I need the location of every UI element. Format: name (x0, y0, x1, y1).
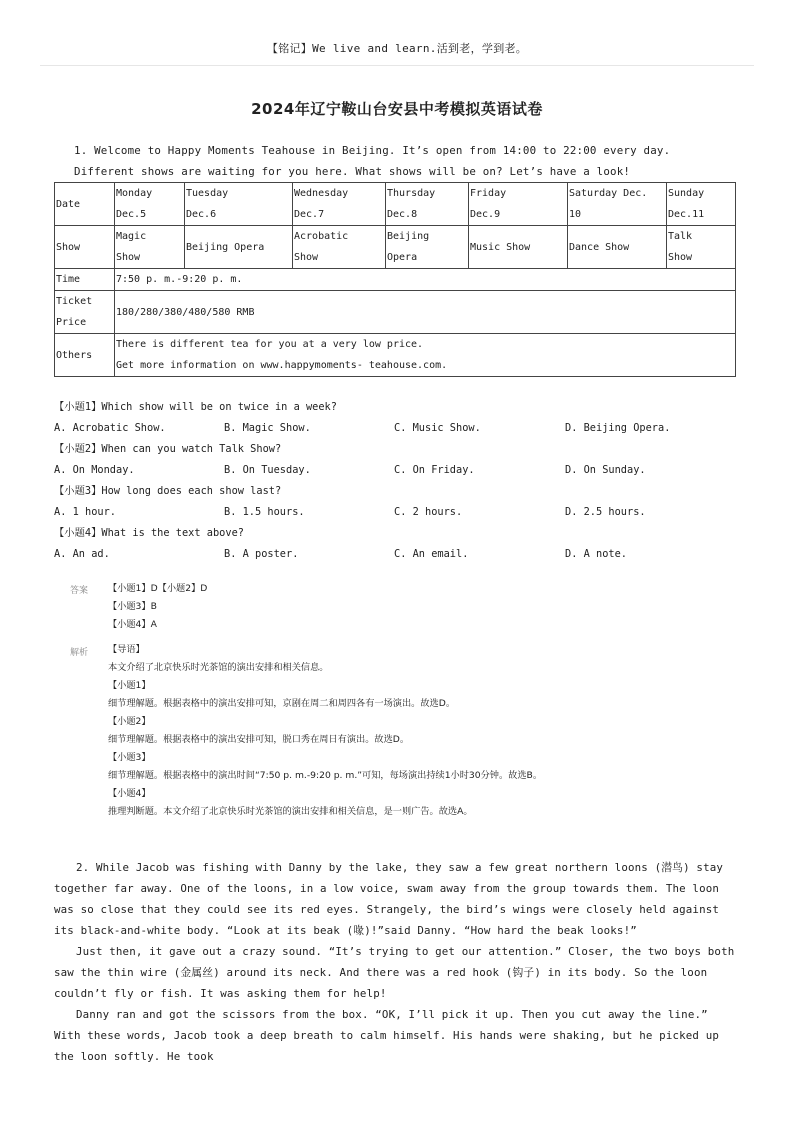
analysis-line: 【小题2】 (108, 716, 151, 727)
q1-intro-line-1: 1. Welcome to Happy Moments Teahouse in Beijing. It’s open from 14:00 to 22:00 every day. (74, 144, 671, 157)
question-2-option-a[interactable]: A. On Monday. (54, 464, 135, 476)
question-4-option-a[interactable]: A. An ad. (54, 548, 110, 560)
show-cell: Beijing Opera (386, 226, 469, 269)
analysis-line: 推理判断题。本文介绍了北京快乐时光茶馆的演出安排和相关信息，是一则广告。故选A。 (108, 806, 473, 817)
question-3-option-b[interactable]: B. 1.5 hours. (224, 506, 305, 518)
question-3-option-d[interactable]: D. 2.5 hours. (565, 506, 646, 518)
analysis-line: 【小题1】 (108, 680, 151, 691)
date-cell: Saturday Dec. 10 (568, 183, 667, 226)
show-cell: Acrobatic Show (293, 226, 386, 269)
question-1-stem: 【小题1】Which show will be on twice in a week? (54, 401, 337, 413)
time-label: Time (55, 269, 115, 291)
show-cell: Dance Show (568, 226, 667, 269)
analysis-line: 【导语】 (108, 644, 145, 655)
date-cell: Thursday Dec.8 (386, 183, 469, 226)
analysis-line: 细节理解题。根据表格中的演出安排可知，脱口秀在周日有演出。故选D。 (108, 734, 410, 745)
question-1-option-c[interactable]: C. Music Show. (394, 422, 481, 434)
answer-line-1: 【小题1】D【小题2】D (108, 583, 208, 594)
page-header-motto: 【铭记】We live and learn.活到老，学到老。 (266, 42, 528, 55)
date-cell: Wednesday Dec.7 (293, 183, 386, 226)
show-label: Show (55, 226, 115, 269)
show-schedule-table (54, 182, 736, 377)
table-row-ticket (55, 291, 736, 334)
passage-2 (54, 857, 738, 1067)
show-cell: Beijing Opera (185, 226, 293, 269)
question-4-option-b[interactable]: B. A poster. (224, 548, 299, 560)
question-3-option-c[interactable]: C. 2 hours. (394, 506, 463, 518)
question-2-option-c[interactable]: C. On Friday. (394, 464, 475, 476)
table-row-date (55, 183, 736, 226)
question-4-option-d[interactable]: D. A note. (565, 548, 627, 560)
others-label: Others (55, 334, 115, 377)
passage-2-paragraph-2: Just then, it gave out a crazy sound. “It’s trying to get our attention.” Closer, the two boys both saw the thin wire (金属丝) around its neck. And there was a red hook (钩子) in its body. So the loon couldn’t fly or fish. It was asking them for help! (54, 945, 735, 1000)
analysis-line: 【小题3】 (108, 752, 151, 763)
question-1-option-d[interactable]: D. Beijing Opera. (565, 422, 671, 434)
question-1-option-b[interactable]: B. Magic Show. (224, 422, 311, 434)
page-title: 2024年辽宁鞍山台安县中考模拟英语试卷 (251, 100, 543, 118)
analysis-line: 本文介绍了北京快乐时光茶馆的演出安排和相关信息。 (108, 662, 329, 673)
ticket-label: Ticket Price (55, 291, 115, 334)
question-4-option-c[interactable]: C. An email. (394, 548, 469, 560)
question-3-option-a[interactable]: A. 1 hour. (54, 506, 116, 518)
time-value: 7:50 p. m.-9:20 p. m. (115, 269, 736, 291)
analysis-line: 【小题4】 (108, 788, 151, 799)
table-row-time (55, 269, 736, 291)
table-row-show (55, 226, 736, 269)
date-label: Date (55, 183, 115, 226)
question-2-option-b[interactable]: B. On Tuesday. (224, 464, 311, 476)
question-1-option-a[interactable]: A. Acrobatic Show. (54, 422, 166, 434)
show-cell: Music Show (469, 226, 568, 269)
question-4-stem: 【小题4】What is the text above? (54, 527, 244, 539)
show-cell: Talk Show (667, 226, 736, 269)
others-value: There is different tea for you at a very low price. Get more information on www.happymoments- teahouse.com. (115, 334, 736, 377)
analysis-line: 细节理解题。根据表格中的演出时间“7:50 p. m.-9:20 p. m.”可知，每场演出持续1小时30分钟。故选B。 (108, 770, 543, 781)
passage-2-paragraph-3: Danny ran and got the scissors from the box. “OK, I’ll pick it up. Then you cut away the line.” With these words, Jacob took a deep breath to calm himself. His hands were shaking, but he picked up the loon softly. He took (54, 1008, 720, 1063)
question-3-stem: 【小题3】How long does each show last? (54, 485, 282, 497)
show-cell: Magic Show (115, 226, 185, 269)
answer-line-3: 【小题4】A (108, 619, 157, 630)
ticket-value: 180/280/380/480/580 RMB (115, 291, 736, 334)
date-cell: Sunday Dec.11 (667, 183, 736, 226)
question-2-stem: 【小题2】When can you watch Talk Show? (54, 443, 282, 455)
answer-line-2: 【小题3】B (108, 601, 157, 612)
date-cell: Tuesday Dec.6 (185, 183, 293, 226)
question-2-option-d[interactable]: D. On Sunday. (565, 464, 646, 476)
passage-2-paragraph-1: 2. While Jacob was fishing with Danny by the lake, they saw a few great northern loons (潜鸟) stay together far away. One of the loons, in a low voice, swam away from the group towards them. The loon was so close that they could see its red eyes. Strangely, the bird’s wings were closely held against its black-and-white body. “Look at its beak (喙)!”said Danny. “How hard the beak looks!” (54, 861, 724, 937)
q1-intro-line-2: Different shows are waiting for you here. What shows will be on? Let’s have a look! (74, 165, 631, 178)
analysis-label: 解析 (70, 648, 89, 658)
date-cell: Friday Dec.9 (469, 183, 568, 226)
header-divider (40, 65, 754, 66)
table-row-others (55, 334, 736, 377)
answer-label: 答案 (70, 586, 89, 596)
date-cell: Monday Dec.5 (115, 183, 185, 226)
analysis-line: 细节理解题。根据表格中的演出安排可知，京剧在周二和周四各有一场演出。故选D。 (108, 698, 456, 709)
